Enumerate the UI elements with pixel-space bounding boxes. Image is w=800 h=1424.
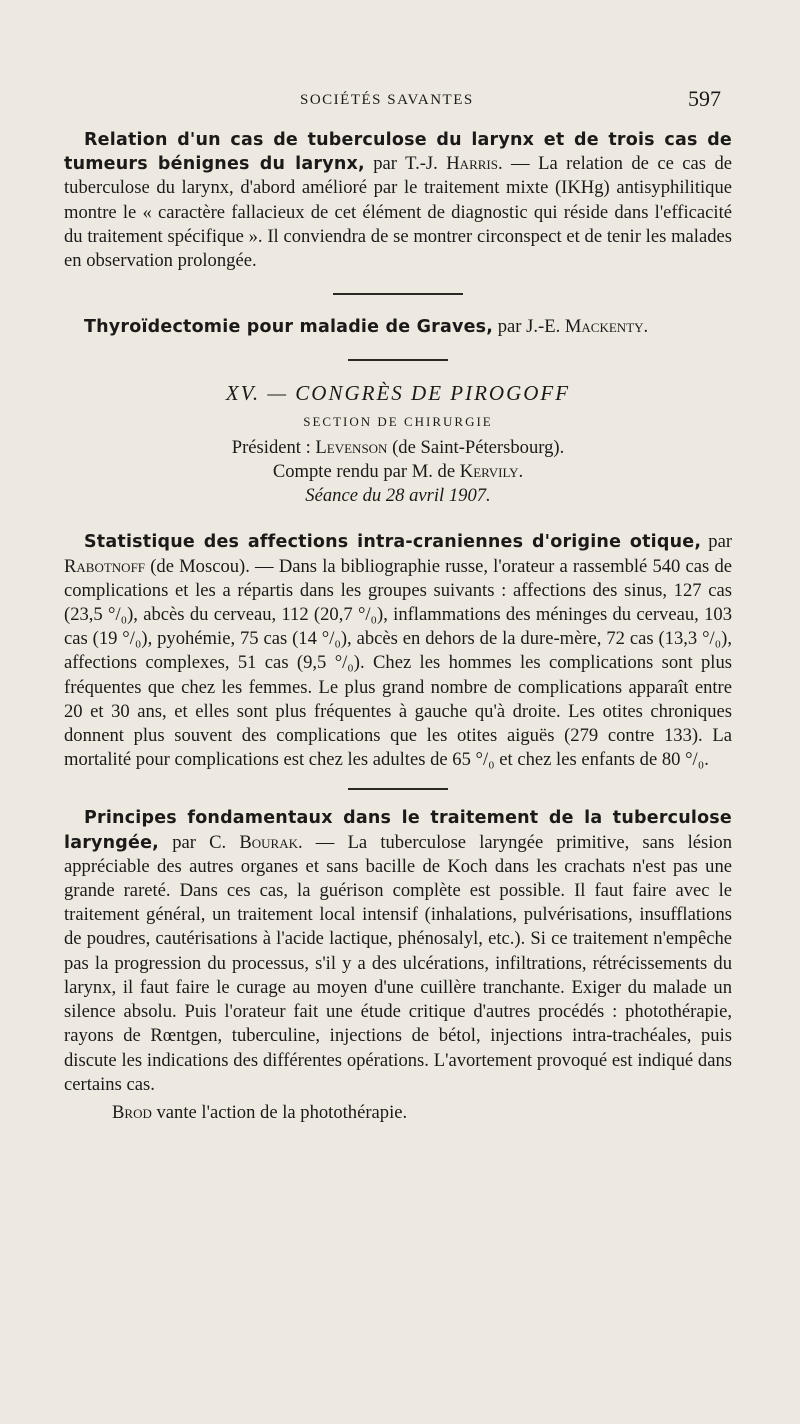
- page-number: 597: [688, 86, 721, 111]
- article-harris-title: Relation d'un cas de tuberculose du larynx et de trois cas de tumeurs bénignes du larynx,: [64, 130, 732, 175]
- running-title: SOCIÉTÉS SAVANTES: [300, 92, 474, 108]
- author-harris: Harris: [446, 153, 498, 175]
- separator-rule: [333, 293, 463, 295]
- author-rabotnoff: Rabotnoff: [64, 555, 146, 577]
- article-harris: Relation d'un cas de tuberculose du larynx et de trois cas de tumeurs bénignes du larynx, par T.-J. Harris. — La relation de ce cas de tuberculose du larynx, d'abord amélioré par le traitement mixte (IKHg) antisyphilitique montre le « caractère fallacieux de cet élément de diagnostic qui réside dans l'efficacité du traitement spécifique ». Il conviendra de se montrer circonspect et de tenir les malades en observation prolongée.: [64, 130, 732, 272]
- section-subtitle: SECTION DE CHIRURGIE: [303, 413, 493, 429]
- page-header: [0, 86, 800, 116]
- session-date: Séance du 28 avril 1907.: [305, 485, 491, 507]
- article-rabotnoff-title: Statistique des affections intra-craniennes d'origine otique,: [84, 532, 702, 553]
- article-mackenty-title: Thyroïdectomie pour maladie de Graves,: [84, 317, 494, 338]
- president-name: Levenson: [315, 436, 388, 458]
- author-mackenty: Mackenty: [564, 316, 644, 338]
- article-bourak-body: . — La tuberculose laryngée primitive, sans lésion appréciable des autres organes et sans bacille de Koch dans les crachats n'est pas une grande rareté. Dans ces cas, la guérison complète est possible. Il faut faire avec le traitement général, un traitement local intensif (inhalations, pulvérisations, insufflations de poudres, cautérisations à l'acide lactique, phénosalyl, etc.). Si ce traitement n'empêche pas la progression du processus, s'il y a des ulcérations, infiltrations, rétrécissements du larynx, il faut faire le curage au moyen d'une cuillère tranchante. Exiger du malade un silence absolu. Puis l'orateur fait une étude critique d'autres procédés : photothérapie, rayons de Rœntgen, tuberculine, injections de bétol, injections intra-trachéales, puis discute les indications des différentes opérations. L'avortement provoqué est indiqué dans certains cas.: [64, 831, 732, 1095]
- president-line: Président : Levenson (de Saint-Pétersbourg).: [231, 436, 565, 458]
- section-title: XV. — CONGRÈS DE PIROGOFF: [225, 381, 571, 406]
- article-harris-body: . — La relation de ce cas de tuberculose du larynx, d'abord amélioré par le traitement mixte (IKHg) antisyphilitique montre le « caractère fallacieux de cet élément de diagnostic qui réside dans l'efficacité du traitement spécifique ». Il conviendra de se montrer circonspect et de tenir les malades en observation prolongée.: [64, 153, 732, 272]
- article-bourak: Principes fondamentaux dans le traitement de la tuberculose laryngée, par C. Bourak. — La tuberculose laryngée primitive, sans lésion appréciable des autres organes et sans bacille de Koch dans les crachats n'est pas une grande rareté. Dans ces cas, la guérison complète est possible. Il faut faire avec le traitement général, un traitement local intensif (inhalations, pulvérisations, insufflations de poudres, cautérisations à l'acide lactique, phénosalyl, etc.). Si ce traitement n'empêche pas la progression du processus, s'il y a des ulcérations, infiltrations, rétrécissements du larynx, il faut faire le curage au moyen d'une cuillère tranchante. Exiger du malade un silence absolu. Puis l'orateur fait une étude critique d'autres procédés : photothérapie, rayons de Rœntgen, tuberculine, injections de bétol, injections intra-trachéales, puis discute les indications des différentes opérations. L'avortement provoqué est indiqué dans certains cas.: [64, 808, 732, 1095]
- section-heading: [64, 381, 732, 508]
- report-line: Compte rendu par M. de Kervily.: [272, 461, 524, 483]
- report-author: Kervily: [459, 461, 519, 483]
- discussion-brod: Brod vante l'action de la photothérapie.: [112, 1101, 408, 1123]
- article-rabotnoff-body: (de Moscou). — Dans la bibliographie russe, l'orateur a rassemblé 540 cas de complications et les a répartis dans les groupes suivants : affections des sinus, 127 cas (23,5 °/₀), abcès du cerveau, 112 (20,7 °/₀), inflammations des méninges du cerveau, 103 cas (19 °/₀), pyohémie, 75 cas (14 °/₀), abcès en dehors de la dure-mère, 72 cas (13,3 °/₀), affections complexes, 51 cas (9,5 °/₀). Chez les hommes les complications sont plus fréquentes que chez les femmes. Le plus grand nombre de complications apparaît entre 20 et 30 ans, et elles sont plus fréquentes à gauche qu'à droite. Les otites chroniques donnent plus souvent des complications que les otites aiguës (279 contre 133). La mortalité pour complications est chez les adultes de 65 °/₀ et chez les enfants de 80 °/₀.: [64, 555, 732, 771]
- page-content: [64, 128, 732, 1125]
- article-rabotnoff: Statistique des affections intra-craniennes d'origine otique, par Rabotnoff (de Moscou). — Dans la bibliographie russe, l'orateur a rassemblé 540 cas de complications et les a répartis dans les groupes suivants : affections des sinus, 127 cas (23,5 °/₀), abcès du cerveau, 112 (20,7 °/₀), inflammations des méninges du cerveau, 103 cas (19 °/₀), pyohémie, 75 cas (14 °/₀), abcès en dehors de la dure-mère, 72 cas (13,3 °/₀), affections complexes, 51 cas (9,5 °/₀). Chez les hommes les complications sont plus fréquentes que chez les femmes. Le plus grand nombre de complications apparaît entre 20 et 30 ans, et elles sont plus fréquentes à gauche qu'à droite. Les otites chroniques donnent plus souvent des complications que les otites aiguës (279 contre 133). La mortalité pour complications est chez les adultes de 65 °/₀ et chez les enfants de 80 °/₀.: [64, 531, 733, 771]
- article-bourak-title: Principes fondamentaux dans le traitement de la tuberculose laryngée,: [64, 808, 732, 853]
- separator-rule: [348, 788, 448, 790]
- discussant-brod: Brod: [112, 1101, 152, 1123]
- separator-rule: [348, 359, 448, 361]
- author-bourak: Bourak: [239, 831, 298, 853]
- article-mackenty: Thyroïdectomie pour maladie de Graves, par J.-E. Mackenty.: [84, 316, 649, 338]
